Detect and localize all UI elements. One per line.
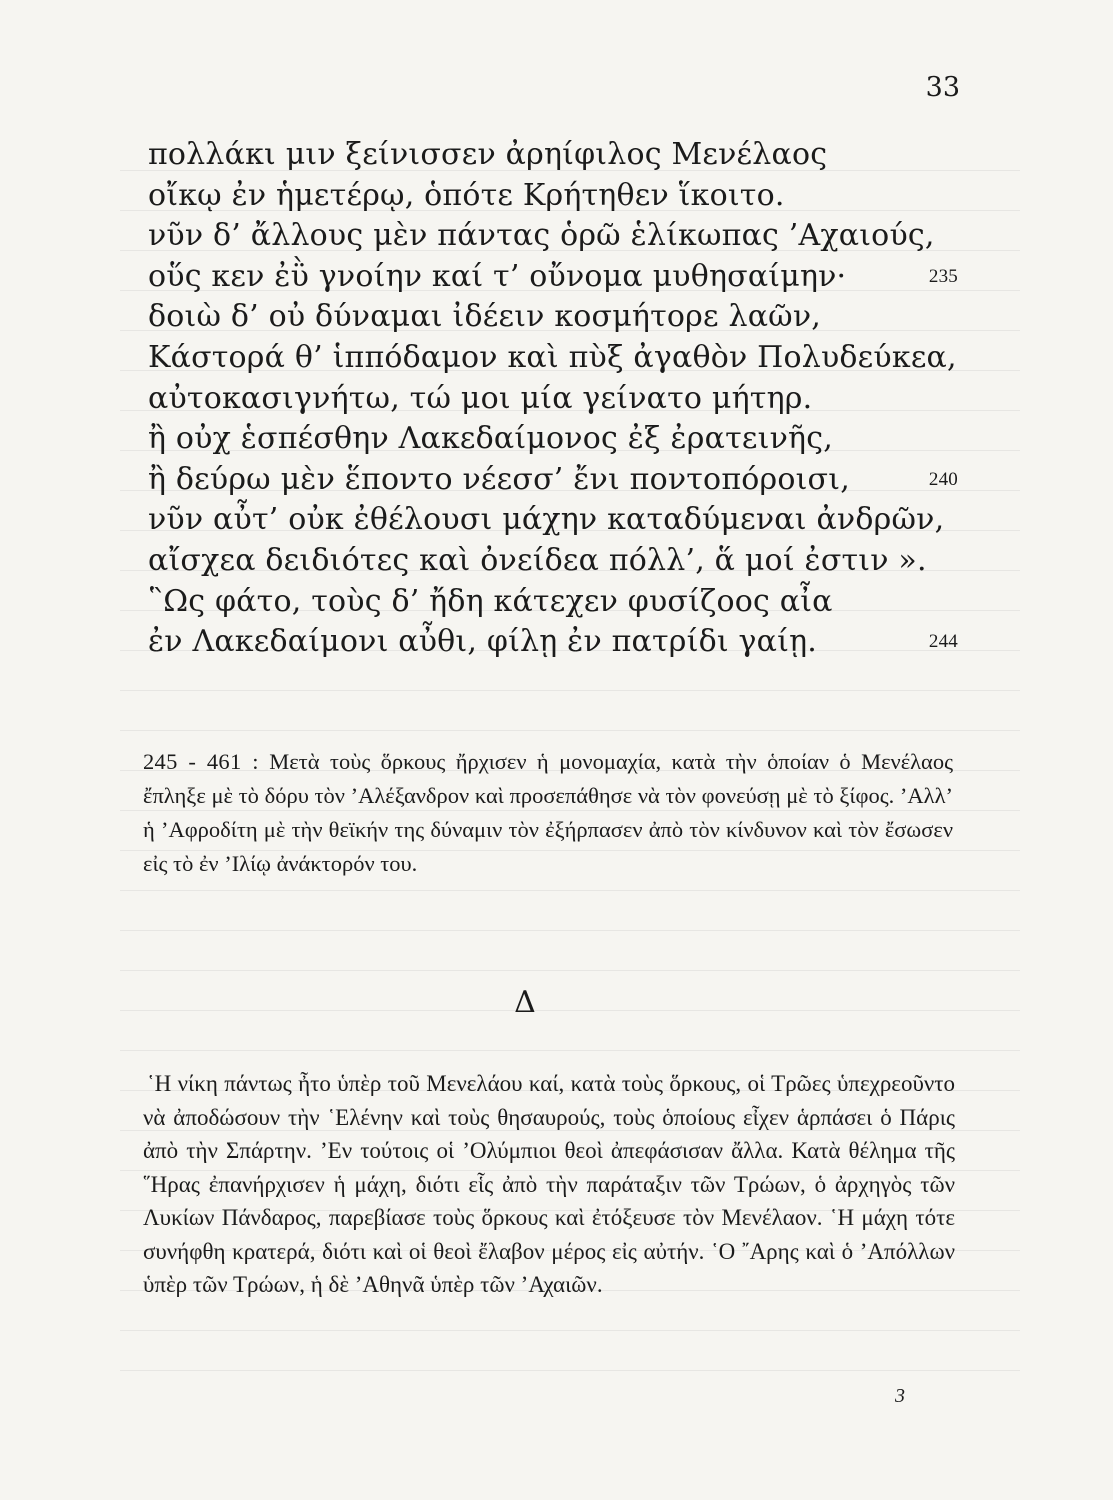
line-number: 244 (928, 631, 958, 653)
verse-text: ἐν Λακεδαίμονι αὖθι, φίλῃ ἐν πατρίδι γαίῃ. (148, 624, 818, 660)
verse-line (148, 297, 958, 338)
verse-line (148, 338, 958, 379)
line-range: 245 - 461 : (143, 749, 259, 774)
verse-line (148, 500, 958, 541)
verse-text: αὐτοκασιγνήτω, τώ μοι μία γείνατο μήτηρ. (148, 380, 813, 416)
verse-text: οἴκῳ ἐν ἡμετέρῳ, ὁπότε Κρήτηθεν ἵκοιτο. (148, 177, 785, 213)
signature-mark: 3 (895, 1385, 905, 1407)
verse-text: Κάστορά θ’ ἱππόδαμον καὶ πὺξ ἀγαθὸν Πολυδεύκεα, (148, 339, 957, 375)
verse-text: δοιὼ δ’ οὐ δύναμαι ἰδέειν κοσμήτορε λαῶν, (148, 299, 821, 335)
verse-text: ῝Ως φάτο, τοὺς δ’ ἤδη κάτεχεν φυσίζοος αἶα (148, 583, 833, 619)
verse-line (148, 216, 958, 257)
line-number: 235 (928, 265, 958, 287)
verse-line (148, 135, 958, 176)
verse-line (148, 622, 958, 663)
verse-text: οὕς κεν ἐῢ γνοίην καί τ’ οὔνομα μυθησαίμην· (148, 258, 847, 294)
book-heading: Δ (514, 985, 536, 1020)
prose-paragraph: ῾Η νίκη πάντως ἦτο ὑπὲρ τοῦ Μενελάου καί, κατὰ τοὺς ὅρκους, οἱ Τρῶες ὑπεχρεοῦντο νὰ ἀποδώσουν τὴν ῾Ελένην καὶ τοὺς θησαυρούς, τοὺς ὁποίους εἶχεν ἁρπάσει ὁ Πάρις ἀπὸ τὴν Σπάρτην. ’Εν τούτοις οἱ ’Ολύμπιοι θεοὶ ἀπεφάσισαν ἄλλα. Κατὰ θέλημα τῆς ῞Ηρας ἐπανήρχισεν ἡ μάχη, διότι εἷς ἀπὸ τὴν παράταξιν τῶν Τρώων, ὁ ἀρχηγὸς τῶν Λυκίων Πάνδαρος, παρεβίασε τοὺς ὅρκους καὶ ἐτόξευσε τὸν Μενέλαον. ῾Η μάχη τότε συνήφθη κρατερά, διότι καὶ οἱ θεοὶ ἔλαβον μέρος εἰς αὐτήν. ῾Ο ῎Αρης καὶ ὁ ’Απόλλων ὑπὲρ τῶν Τρώων, ἡ δὲ ’Αθηνᾶ ὑπὲρ τῶν ’Αχαιῶν. (143, 1071, 955, 1297)
verse-line (148, 176, 958, 217)
verse-text: νῦν δ’ ἄλλους μὲν πάντας ὁρῶ ἑλίκωπας ’Αχαιούς, (148, 218, 935, 254)
verse-block (148, 135, 958, 663)
page-number: 33 (925, 72, 960, 103)
summary-paragraph (143, 745, 953, 881)
verse-line (148, 582, 958, 623)
verse-line (148, 419, 958, 460)
verse-text: ἢ δεύρω μὲν ἕποντο νέεσσ’ ἔνι ποντοπόροισι, (148, 461, 850, 497)
verse-line (148, 541, 958, 582)
summary-text: Μετὰ τοὺς ὅρκους ἤρχισεν ἡ μονομαχία, κατὰ τὴν ὁποίαν ὁ Μενέλαος ἔπληξε μὲ τὸ δόρυ τὸν ’Αλέξανδρον καὶ προσεπάθησε νὰ τὸν φονεύσῃ μὲ τὸ ξίφος. ’Αλλ’ ἡ ’Αφροδίτη μὲ τὴν θεϊκήν της δύναμιν τὸν ἐξήρπασεν ἀπὸ τὸν κίνδυνον καὶ τὸν ἔσωσεν εἰς τὸ ἐν ’Ιλίῳ ἀνάκτορόν του. (143, 749, 954, 876)
line-number: 240 (928, 468, 958, 490)
verse-text: ἢ οὐχ ἑσπέσθην Λακεδαίμονος ἐξ ἐρατεινῆς, (148, 421, 833, 457)
verse-line (148, 460, 958, 501)
verse-line (148, 379, 958, 420)
verse-text: αἴσχεα δειδιότες καὶ ὀνείδεα πόλλ’, ἅ μοί ἐστιν ». (148, 542, 927, 578)
verse-text: πολλάκι μιν ξείνισσεν ἀρηίφιλος Μενέλαος (148, 137, 828, 172)
verse-text: νῦν αὖτ’ οὐκ ἐθέλουσι μάχην καταδύμεναι ἀνδρῶν, (148, 502, 945, 538)
verse-line (148, 257, 958, 298)
